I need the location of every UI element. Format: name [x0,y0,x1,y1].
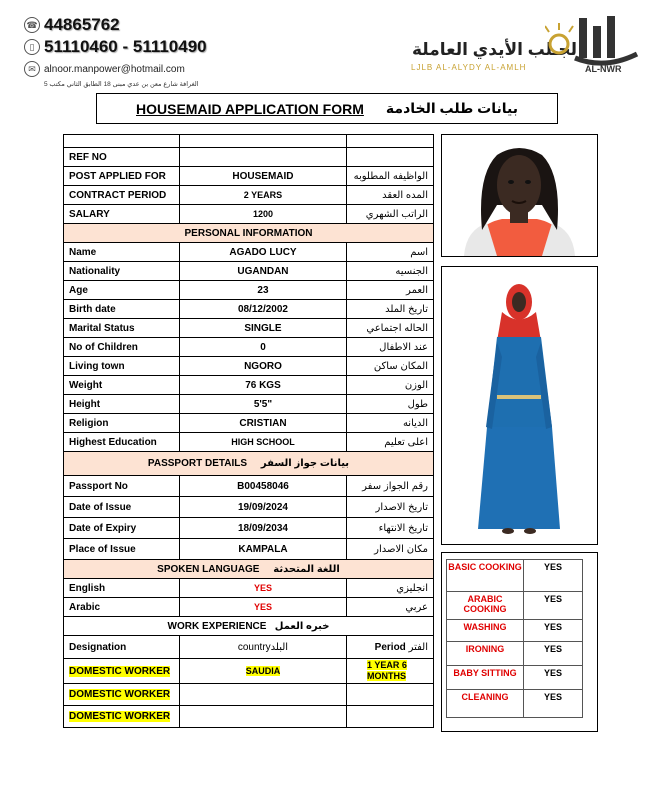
value-post: HOUSEMAID [179,167,346,186]
company-name-english: LJLB AL-ALYDY AL-AMLH [411,63,527,72]
mobile-icon: ▯ [24,39,40,55]
column-period [347,636,434,659]
row-issue-date [64,497,434,518]
row-name [64,243,434,262]
arabic-passport-no: رقم الجواز سفر [347,476,434,497]
value-contract: 2 YEARS [179,186,346,205]
skill-value: YES [524,690,583,718]
value-living-town: NGORO [179,357,346,376]
section-passport-title-arabic: بيانات جواز السفر [260,458,350,469]
work-row [64,706,434,728]
skill-value: YES [524,642,583,666]
application-table [63,134,434,728]
value-english: YES [179,579,346,598]
skill-value: YES [524,560,583,592]
column-designation: Designation [64,636,180,659]
skill-row [447,666,583,690]
column-period-label: Period [374,641,406,653]
portrait-photo [441,134,598,257]
skill-name: BASIC COOKING [447,560,524,592]
value-passport-no: B00458046 [179,476,346,497]
value-expiry-date: 18/09/2034 [179,518,346,539]
column-country-arabic: البلد [270,641,289,653]
value-issue-date: 19/09/2024 [179,497,346,518]
row-arabic [64,598,434,617]
row-height [64,395,434,414]
value-nationality: UGANDAN [179,262,346,281]
value-name: AGADO LUCY [179,243,346,262]
section-passport [64,452,434,476]
arabic-age: العمر [347,281,434,300]
skill-value: YES [524,620,583,642]
arabic-birth-date: تاريخ الملد [347,300,434,319]
arabic-religion: الديانه [347,414,434,433]
row-age [64,281,434,300]
value-birth-date: 08/12/2002 [179,300,346,319]
section-personal [64,224,434,243]
row-nationality [64,262,434,281]
arabic-arabic: عربي [347,598,434,617]
label-age: Age [64,281,180,300]
form-title-arabic: بيانات طلب الخادمة [385,100,518,116]
row-marital [64,319,434,338]
email-icon: ✉ [24,61,40,77]
work-period: 1 YEAR 6 MONTHS [367,660,407,681]
label-living-town: Living town [64,357,180,376]
skill-row [447,560,583,592]
email-address: alnoor.manpower@hotmail.com [44,63,185,75]
row-ref-no [64,148,434,167]
skill-row [447,642,583,666]
section-language-title: SPOKEN LANGUAGE [157,563,260,575]
section-language-title-arabic: اللغة المتحدثة [273,563,340,575]
label-ref-no: REF NO [64,148,180,167]
row-weight [64,376,434,395]
value-ref-no [179,148,346,167]
row-issue-place [64,539,434,560]
mobile-row [24,36,224,58]
label-salary: SALARY [64,205,180,224]
arabic-children: عند الاطفال [347,338,434,357]
work-designation: DOMESTIC WORKER [69,711,171,722]
work-period [347,706,434,728]
column-country [179,636,346,659]
label-arabic: Arabic [64,598,180,617]
value-height: 5'5" [179,395,346,414]
work-country: SAUDIA [245,666,281,676]
work-country [179,684,346,706]
company-logo-subtitle: AL-NWR [585,64,622,74]
arabic-weight: الوزن [347,376,434,395]
value-arabic: YES [179,598,346,617]
skill-row [447,620,583,642]
column-country-label: country [237,641,271,653]
column-period-arabic: الفتر [408,641,428,653]
label-name: Name [64,243,180,262]
skill-row [447,690,583,718]
arabic-post: الواظيفه المطلوبه [347,167,434,186]
row-living-town [64,357,434,376]
skill-name: BABY SITTING [447,666,524,690]
office-address: الغرافة شارع معن بن عدي مبنى 18 الطابق الثاني مكتب 5 [44,81,199,88]
row-english [64,579,434,598]
value-children: 0 [179,338,346,357]
arabic-nationality: الجنسيه [347,262,434,281]
label-children: No of Children [64,338,180,357]
work-country [179,706,346,728]
work-row [64,684,434,706]
label-passport-no: Passport No [64,476,180,497]
arabic-marital: الحاله اجتماعي [347,319,434,338]
skill-value: YES [524,666,583,690]
value-salary: 1200 [179,205,346,224]
label-expiry-date: Date of Expiry [64,518,180,539]
label-religion: Religion [64,414,180,433]
value-education: HIGH SCHOOL [179,433,346,452]
value-religion: CRISTIAN [179,414,346,433]
label-marital: Marital Status [64,319,180,338]
phone-row [24,14,224,36]
email-row [24,58,224,80]
row-post [64,167,434,186]
label-issue-date: Date of Issue [64,497,180,518]
row-birth-date [64,300,434,319]
contact-block [24,14,224,88]
portrait-image [442,135,597,256]
label-issue-place: Place of Issue [64,539,180,560]
row-salary [64,205,434,224]
row-work-columns [64,636,434,659]
section-language [64,560,434,579]
arabic-salary: الراتب الشهري [347,205,434,224]
label-post: POST APPLIED FOR [64,167,180,186]
work-designation: DOMESTIC WORKER [69,689,171,700]
value-marital: SINGLE [179,319,346,338]
skill-name: ARABIC COOKING [447,592,524,620]
section-work [64,617,434,636]
work-row [64,659,434,684]
label-nationality: Nationality [64,262,180,281]
company-name-arabic: لجـلب الأيدي العاملة [412,40,578,59]
full-body-image [442,267,597,544]
row-contract [64,186,434,205]
skill-value: YES [524,592,583,620]
value-weight: 76 KGS [179,376,346,395]
arabic-contract: المده العقد [347,186,434,205]
phone-number-1: 44865762 [44,15,120,34]
row-religion [64,414,434,433]
form-title [96,93,558,124]
label-english: English [64,579,180,598]
value-issue-place: KAMPALA [179,539,346,560]
skill-name: IRONING [447,642,524,666]
arabic-height: طول [347,395,434,414]
row-education [64,433,434,452]
section-work-title-arabic: خبره العمل [274,620,330,632]
label-education: Highest Education [64,433,180,452]
skills-table [446,559,583,718]
work-designation: DOMESTIC WORKER [69,665,171,677]
section-passport-title: PASSPORT DETAILS [147,458,248,469]
label-weight: Weight [64,376,180,395]
label-height: Height [64,395,180,414]
work-period [347,684,434,706]
row-expiry-date [64,518,434,539]
section-personal-title: PERSONAL INFORMATION [64,224,434,243]
label-contract: CONTRACT PERIOD [64,186,180,205]
section-work-title: WORK EXPERIENCE [167,620,267,632]
skill-name: WASHING [447,620,524,642]
arabic-issue-place: مكان الاصدار [347,539,434,560]
arabic-living-town: المكان ساكن [347,357,434,376]
arabic-expiry-date: تاريخ الانتهاء [347,518,434,539]
value-age: 23 [179,281,346,300]
phone-icon: ☎ [24,17,40,33]
arabic-ref-no [347,148,434,167]
arabic-name: اسم [347,243,434,262]
arabic-english: انجليزي [347,579,434,598]
skill-row [447,592,583,620]
row-passport-no [64,476,434,497]
arabic-education: اعلى تعليم [347,433,434,452]
label-birth-date: Birth date [64,300,180,319]
phone-number-2: 51110460 - 51110490 [44,37,207,56]
full-body-photo [441,266,598,545]
form-title-english: HOUSEMAID APPLICATION FORM [136,100,364,117]
skill-name: CLEANING [447,690,524,718]
row-children [64,338,434,357]
table-top-row [64,135,434,148]
arabic-issue-date: تاريخ الاصدار [347,497,434,518]
